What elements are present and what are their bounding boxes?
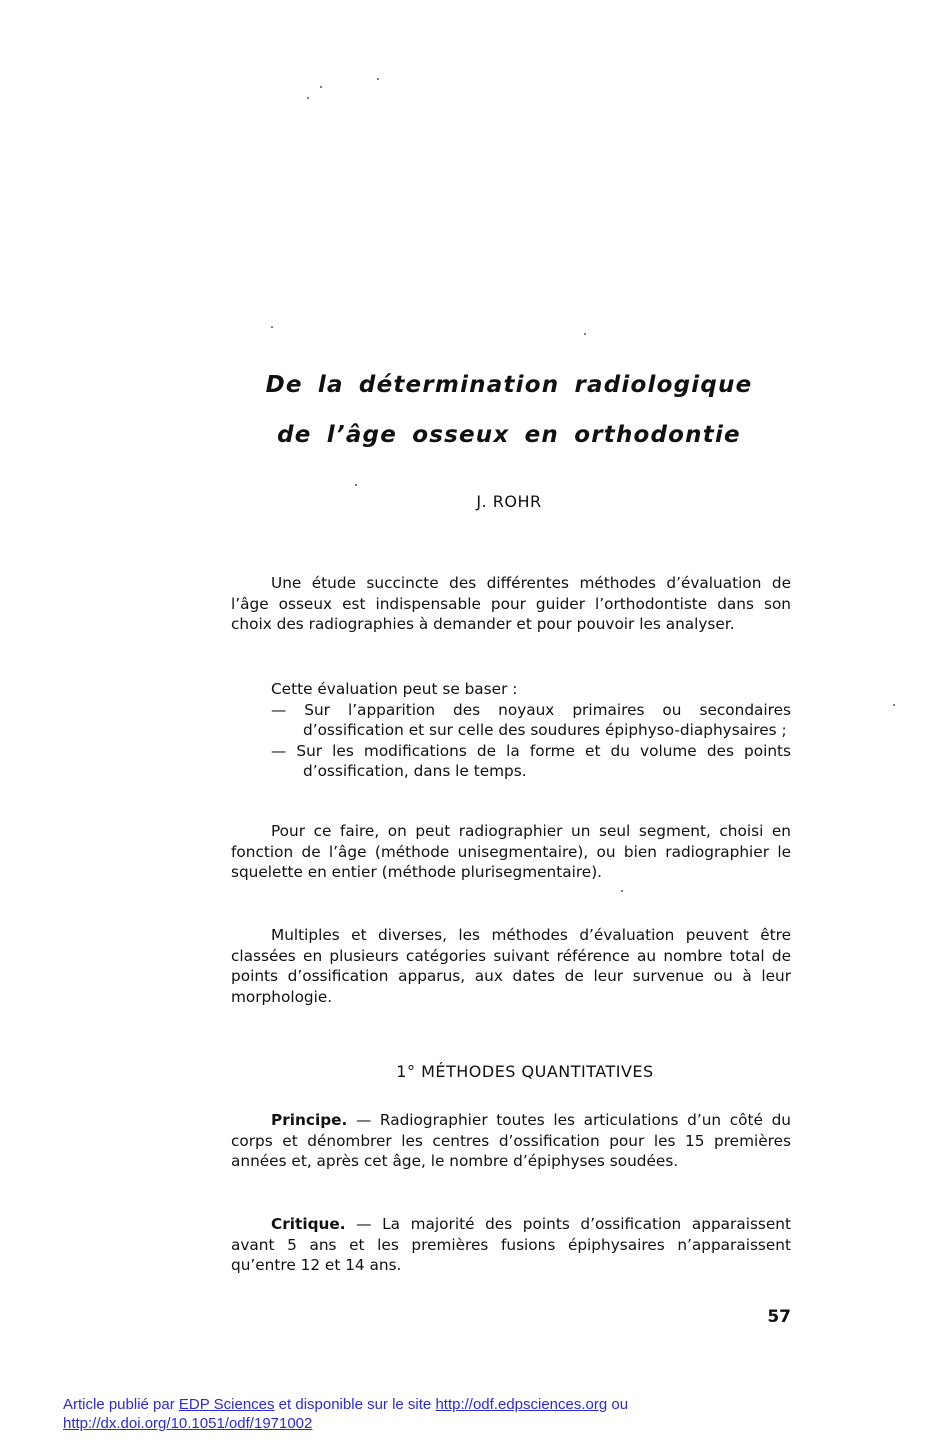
principle-block — [231, 1110, 791, 1172]
evaluation-intro: Cette évaluation peut se baser : — [271, 680, 518, 698]
scan-speck — [377, 78, 379, 80]
scan-speck — [271, 326, 273, 328]
evaluation-item-1: — Sur l’apparition des noyaux primaires ou secondaires d’ossification et sur celle des soudures épiphyso-diaphysaires ; — [271, 700, 791, 739]
scan-speck — [893, 704, 895, 706]
segment-paragraph-block — [231, 821, 791, 883]
principle-label: Principe. — [271, 1111, 348, 1129]
critique-paragraph — [231, 1214, 791, 1276]
page-number: 57 — [767, 1307, 791, 1327]
principle-text: — Radiographier toutes les articulations d’un côté du corps et dénombrer les centres d’ossification pour les 15 premières années et, après cet âge, le nombre d’épiphyses soudées. — [231, 1111, 791, 1170]
scan-speck — [621, 890, 623, 892]
publisher-link[interactable]: EDP Sciences — [178, 1396, 275, 1413]
publication-footer — [63, 1395, 883, 1433]
intro-paragraph-block — [231, 573, 791, 635]
evaluation-list — [231, 700, 791, 782]
intro-paragraph: Une étude succincte des différentes méthodes d’évaluation de l’âge osseux est indispensable pour guider l’orthodontiste dans son choix des radiographies à demander et pour pouvoir les analyser. — [231, 574, 791, 633]
author-name: J. ROHR — [476, 492, 542, 511]
footer-suffix: ou — [607, 1396, 629, 1413]
footer-middle: et disponible sur le site — [274, 1396, 436, 1413]
site-link[interactable]: http://odf.edpsciences.org — [435, 1396, 608, 1413]
critique-text: — La majorité des points d’ossification apparaissent avant 5 ans et les premières fusions épiphysaires n’apparaissent qu’entre 12 et 14 ans. — [231, 1215, 791, 1274]
scan-speck — [584, 333, 586, 335]
scan-speck — [355, 484, 357, 486]
scan-speck — [307, 97, 309, 99]
segment-paragraph: Pour ce faire, on peut radiographier un seul segment, choisi en fonction de l’âge (méthode unisegmentaire), ou bien radiographier le squelette en entier (méthode plurisegmentaire). — [231, 822, 791, 881]
principle-paragraph — [231, 1110, 791, 1172]
critique-label: Critique. — [271, 1215, 346, 1233]
critique-block — [231, 1214, 791, 1276]
article-title-line-2: de l’âge osseux en orthodontie — [277, 422, 741, 448]
methods-paragraph: Multiples et diverses, les méthodes d’évaluation peuvent être classées en plusieurs catégories suivant référence au nombre total de points d’ossification apparus, aux dates de leur survenue ou à leur morphologie. — [231, 926, 791, 1006]
article-title-line-1: De la détermination radiologique — [265, 372, 753, 398]
evaluation-block — [231, 679, 791, 782]
section-heading-quantitative: 1° MÉTHODES QUANTITATIVES — [396, 1062, 654, 1081]
scan-speck — [320, 86, 322, 88]
doi-link[interactable]: http://dx.doi.org/10.1051/odf/1971002 — [63, 1415, 313, 1432]
evaluation-item-2: — Sur les modifications de la forme et du volume des points d’ossification, dans le temps. — [271, 741, 791, 780]
footer-prefix: Article publié par — [63, 1396, 179, 1413]
methods-paragraph-block — [231, 925, 791, 1007]
